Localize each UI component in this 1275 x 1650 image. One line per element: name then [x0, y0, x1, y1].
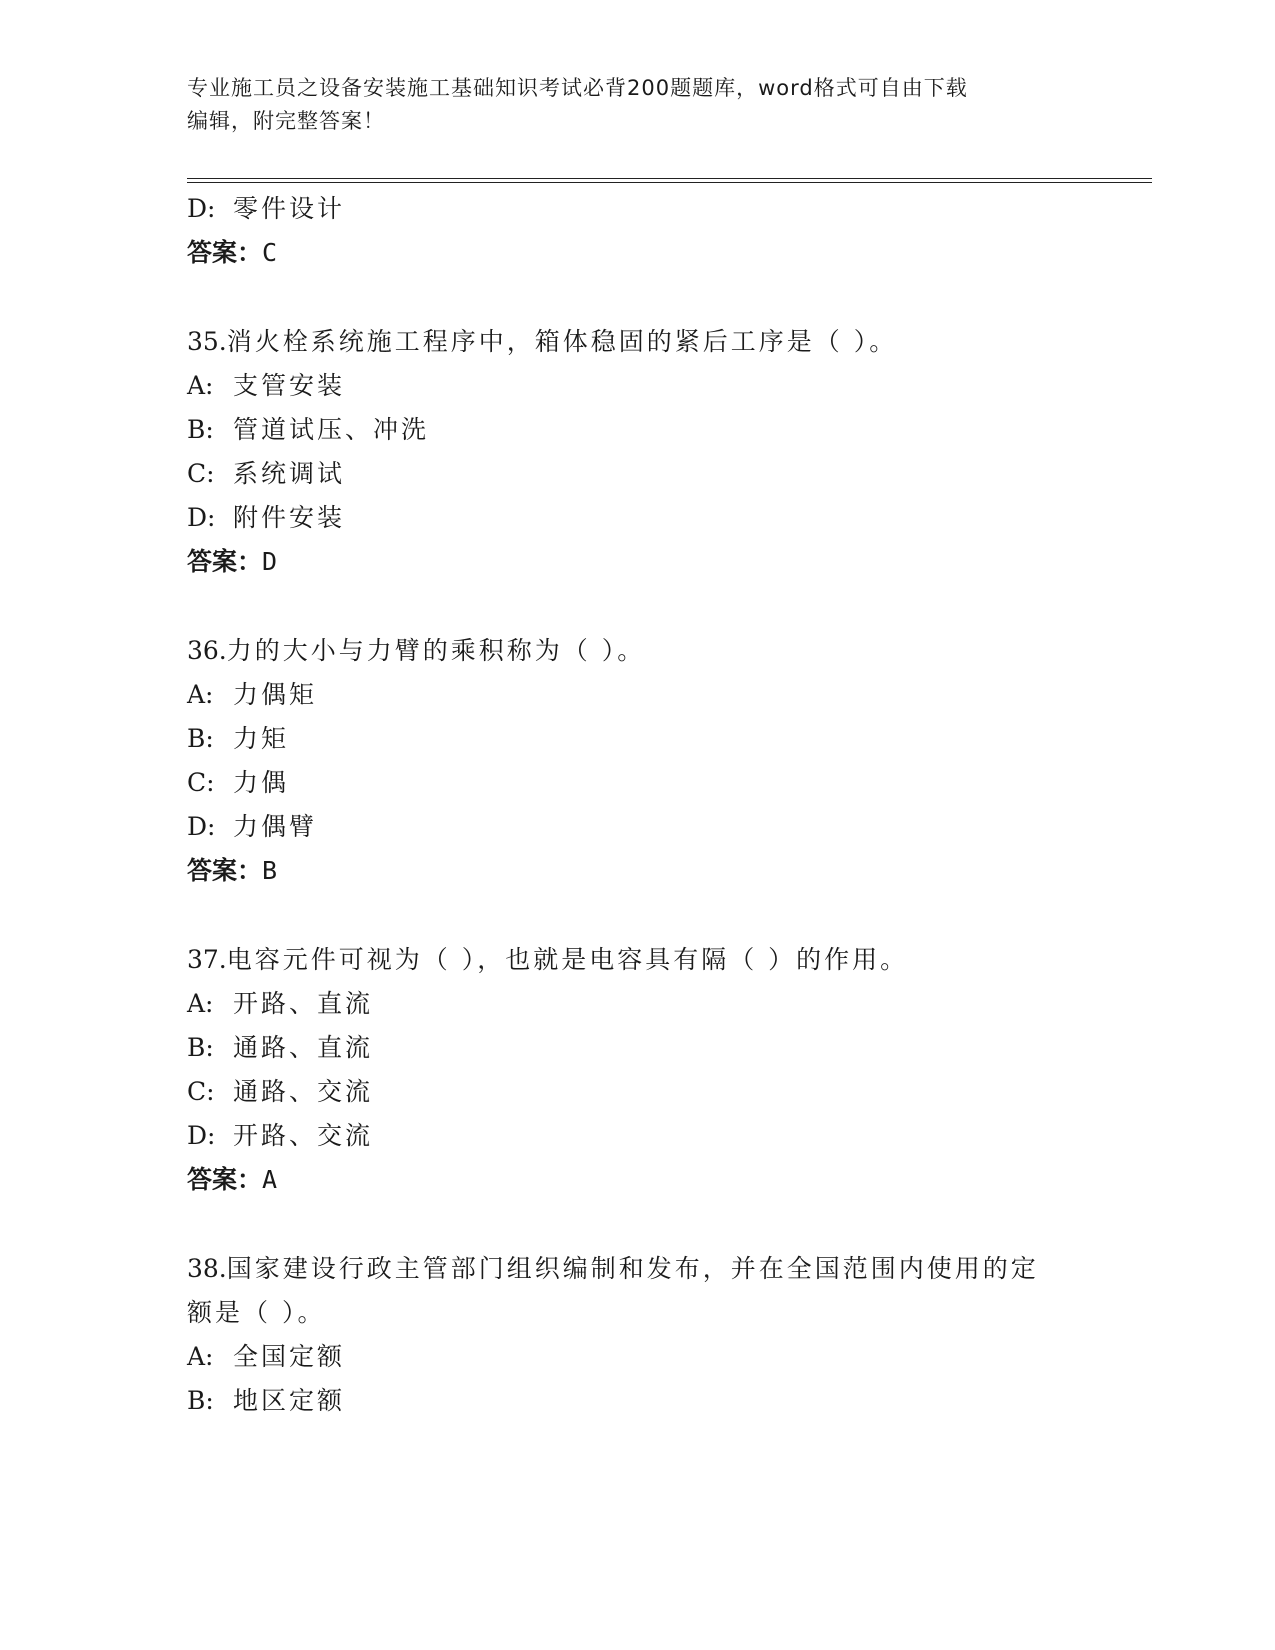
option-text: 通路、交流	[233, 1077, 374, 1106]
option-prefix: B:	[187, 1033, 214, 1062]
answer-line	[187, 1165, 277, 1195]
answer-value: B	[262, 856, 278, 885]
answer-label: 答案：	[187, 547, 263, 576]
option-text: 力偶矩	[233, 680, 318, 709]
option-d	[187, 1121, 373, 1151]
answer-label: 答案：	[187, 856, 263, 885]
answer-value: A	[262, 1165, 278, 1194]
question-number: 37.	[187, 945, 227, 974]
answer-line	[187, 238, 277, 268]
header-line-2: 编辑，附完整答案！	[187, 109, 385, 133]
option-text: 支管安装	[233, 371, 346, 400]
option-text: 力矩	[233, 724, 290, 753]
option-prefix: C:	[187, 459, 215, 488]
option-a	[187, 989, 373, 1019]
option-prefix: D:	[187, 1121, 216, 1150]
option-d	[187, 812, 317, 842]
answer-value: C	[262, 238, 278, 267]
option-b	[187, 415, 429, 445]
header-line-1: 专业施工员之设备安装施工基础知识考试必背200题题库，word格式可自由下载	[187, 76, 968, 100]
option-text: 开路、交流	[233, 1121, 374, 1150]
option-text: 附件安装	[233, 503, 346, 532]
option-prefix: C:	[187, 768, 215, 797]
answer-line	[187, 856, 277, 886]
option-text: 力偶臂	[233, 812, 318, 841]
question-text: 力的大小与力臂的乘积称为（ ）。	[226, 636, 646, 665]
option-d	[187, 194, 345, 224]
option-text: 零件设计	[233, 194, 346, 223]
header-divider-top	[187, 178, 1152, 179]
answer-label: 答案：	[187, 1165, 263, 1194]
option-text: 地区定额	[233, 1386, 346, 1415]
option-prefix: A:	[187, 680, 214, 709]
question-text: 消火栓系统施工程序中，箱体稳固的紧后工序是（ ）。	[226, 327, 898, 356]
option-d	[187, 503, 345, 533]
answer-line	[187, 547, 277, 577]
option-b	[187, 1033, 373, 1063]
option-prefix: A:	[187, 1342, 214, 1371]
option-b	[187, 724, 289, 754]
header-divider-bottom	[187, 182, 1152, 183]
answer-label: 答案：	[187, 238, 263, 267]
option-a	[187, 1342, 345, 1372]
option-c	[187, 768, 289, 798]
option-text: 通路、直流	[233, 1033, 374, 1062]
option-text: 系统调试	[233, 459, 346, 488]
answer-value: D	[262, 547, 278, 576]
option-prefix: A:	[187, 989, 214, 1018]
option-prefix: B:	[187, 724, 214, 753]
option-prefix: D:	[187, 194, 216, 223]
option-prefix: D:	[187, 503, 216, 532]
option-prefix: B:	[187, 415, 214, 444]
question-text: 电容元件可视为（ ），也就是电容具有隔（ ）的作用。	[226, 945, 909, 974]
option-text: 管道试压、冲洗	[233, 415, 430, 444]
question-number: 38.	[187, 1254, 227, 1283]
option-prefix: A:	[187, 371, 214, 400]
question-text: 国家建设行政主管部门组织编制和发布，并在全国范围内使用的定	[226, 1254, 1039, 1283]
question-stem	[187, 327, 897, 357]
option-b	[187, 1386, 345, 1416]
option-c	[187, 459, 345, 489]
option-a	[187, 371, 345, 401]
document-header	[187, 72, 1087, 138]
question-stem-continuation: 额是（ ）。	[187, 1298, 326, 1327]
question-number: 36.	[187, 636, 227, 665]
question-stem	[187, 1254, 1039, 1284]
question-number: 35.	[187, 327, 227, 356]
option-text: 全国定额	[233, 1342, 346, 1371]
option-text: 开路、直流	[233, 989, 374, 1018]
option-c	[187, 1077, 373, 1107]
option-prefix: D:	[187, 812, 216, 841]
option-prefix: C:	[187, 1077, 215, 1106]
question-stem	[187, 636, 645, 666]
option-prefix: B:	[187, 1386, 214, 1415]
option-text: 力偶	[233, 768, 290, 797]
question-stem	[187, 945, 908, 975]
option-a	[187, 680, 317, 710]
